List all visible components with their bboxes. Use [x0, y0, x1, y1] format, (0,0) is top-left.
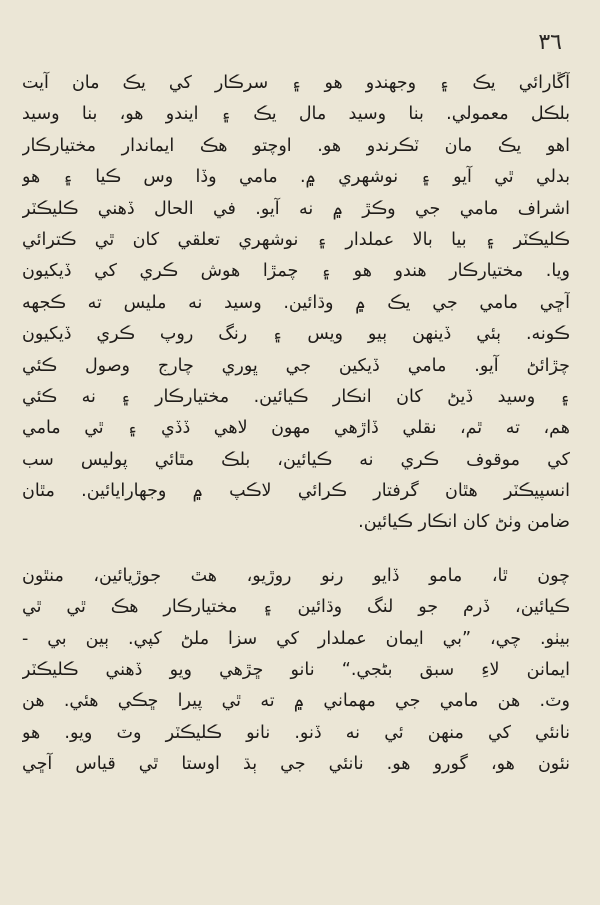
text-line: هم، ته ٿم، نقلي ڏاڙهي مهون لاهي ڏڏي ۽ ٿي مامي [22, 418, 570, 439]
text-line: بلڪل معمولي. بنا وسيد مال يڪ ۽ ايندو هو، بنا وسيد [22, 104, 570, 125]
paragraph-gap [22, 539, 570, 561]
text-line: نئون هو، گورو هو. نانئي جي ٻڌ اوستا ٿي قياس آڇي [22, 754, 570, 775]
text-line: نانئي کي منهن ئي نه ڏنو. نانو ڪليڪٽر وٽ ويو. هو [22, 722, 570, 743]
text-line: ضامن وٺڻ کان انڪار ڪيائين. [358, 512, 570, 533]
text-line: آڇي مامي جي يڪ ۾ وڌائين. وسيد نه مليس ته ڪجهه [22, 292, 570, 313]
text-line: ڪيائين، ڏرم جو لنگ وڌائين ۽ مختيارڪار هڪ ٿي ٿي [22, 597, 570, 618]
body-text [22, 68, 570, 781]
text-line: اشراف مامي جي وڪڙ ۾ نه آيو. في الحال ڏهني ڪليڪٽر [22, 198, 570, 219]
text-line: اهو يڪ مان ٽڪرندو هو. اوچتو هڪ ايماندار مختيارڪار [22, 135, 570, 156]
text-line: ويا. مختيارڪار هندو هو ۽ چمڙا هوش ڪري کي ڏيکيون [22, 261, 570, 282]
text-line: بيٺو. چي، ”بي ايمان عملدار کي سزا ملڻ کپي. ٻين بي - [22, 628, 570, 649]
text-line: ۽ وسيد ڏيڻ کان انڪار ڪيائين. مختيارڪار ۽ نه ڪئي [22, 386, 570, 407]
text-line: وٽ. هن مامي جي مهماني ۾ ته ٿي پيرا ڇڪي هئي. هن [22, 691, 570, 712]
text-line: ايمانن لاءِ سبق بڻجي.“ نانو ڇڙهي ويو ڏهني ڪليڪٽر [22, 660, 570, 681]
text-line: انسپيڪٽر هٿان گرفتار ڪرائي لاڪپ ۾ وجهارايائين. مٿان [22, 481, 570, 502]
page-number: ٣٦ [538, 30, 562, 55]
text-line: چون ٿا، مامو ڏايو رنو روڙيو، هٿ جوڙيائين، منٿون [22, 565, 570, 586]
paragraph-2 [22, 561, 570, 781]
text-line: ڪليڪٽر ۽ بيا بالا عملدار ۽ نوشهري تعلقي کان ٿي ڪترائي [22, 229, 570, 250]
paragraph-1 [22, 68, 570, 539]
text-line: آڱارائي يڪ ۽ وجهندو هو ۽ سرڪار کي يڪ مان آيت [22, 73, 570, 93]
text-line: چڙائڻ آيو. مامي ڏيکين جي ڀوري چارج وصول ڪئي [22, 355, 570, 376]
text-line: کي موقوف ڪري نه ڪيائين، بلڪ مٿائي پوليس سب [22, 449, 570, 470]
text-line: ڪونه. ٻئي ڏينهن ٻيو ويس ۽ رنگ روپ ڪري ڏيکيون [22, 324, 570, 345]
text-line: بدلي ٿي آيو ۽ نوشهري ۾. مامي وڏا وس ڪيا ۽ هو [22, 167, 570, 188]
